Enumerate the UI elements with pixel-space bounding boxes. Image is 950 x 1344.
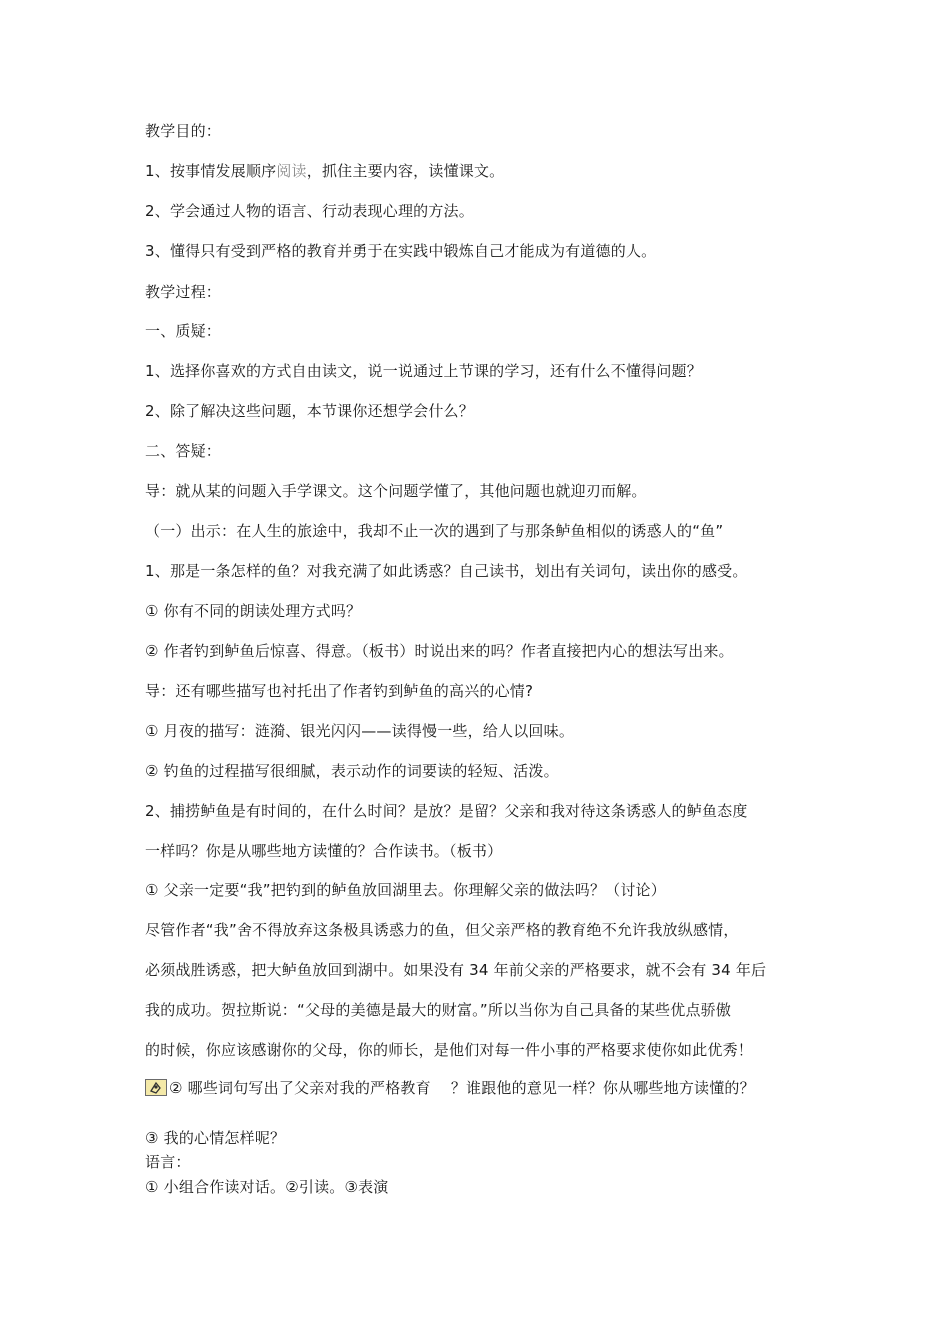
paragraph-line-4: 的时候，你应该感谢你的父母，你的师长，是他们对每一件小事的严格要求使你如此优秀！ [145,1041,754,1059]
item-2-line-2: 一样吗？你是从哪些地方读懂的？合作读书。（板书） [145,842,503,860]
sub-item-father: ① 父亲一定要“我”把钓到的鲈鱼放回湖里去。你理解父亲的做法吗？（讨论） [145,881,666,899]
embedded-object-icon[interactable] [145,1079,167,1096]
paragraph-line-2: 必须战胜诱惑，把大鲈鱼放回到湖中。如果没有 34 年前父亲的严格要求，就不会有 34 年后 [145,961,767,979]
activity-list: ① 小组合作读对话。②引读。③表演 [145,1178,389,1196]
section-answering: 二、答疑： [145,442,222,460]
goal-1 [145,161,504,181]
section-questioning: 一、质疑： [145,322,222,340]
paragraph-line-1: 尽管作者“我”舍不得放弃这条极具诱惑力的鱼，但父亲严格的教育绝不允许我放纵感情， [145,921,739,939]
item-1: 1、那是一条怎样的鱼？对我充满了如此诱惑？自己读书，划出有关词句，读出你的感受。 [145,562,748,580]
guide-1: 导：就从某的问题入手学课文。这个问题学懂了，其他问题也就迎刃而解。 [145,482,647,500]
sub-item-mood: ③ 我的心情怎样呢？ [145,1129,286,1147]
sub-item-fishing: ② 钓鱼的过程描写很细腻，表示动作的词要读的轻短、活泼。 [145,762,559,780]
heading-teaching-process: 教学过程： [145,283,222,301]
goal-1-link-reading: 阅读 [276,162,307,180]
strict-education-question: ？谁跟他的意见一样？你从哪些地方读懂的？ [450,1079,755,1097]
paragraph-line-3: 我的成功。贺拉斯说：“父母的美德是最大的财富。”所以当你为自己具备的某些优点骄傲 [145,1001,732,1019]
question-2: 2、除了解决这些问题，本节课你还想学会什么？ [145,402,474,420]
item-2-line-1: 2、捕捞鲈鱼是有时间的，在什么时间？是放？是留？父亲和我对待这条诱惑人的鲈鱼态度 [145,802,748,820]
sub-item-2: ② 作者钓到鲈鱼后惊喜、得意。（板书）时说出来的吗？作者直接把内心的想法写出来。 [145,642,734,660]
goal-1-end: ，抓住主要内容，读懂课文。 [306,162,505,180]
show-statement: （一）出示：在人生的旅途中，我却不止一次的遇到了与那条鲈鱼相似的诱惑人的“鱼” [145,522,724,540]
guide-2: 导：还有哪些描写也衬托出了作者钓到鲈鱼的高兴的心情? [145,682,534,700]
sub-item-moon: ① 月夜的描写：涟漪、银光闪闪——读得慢一些，给人以回味。 [145,722,575,740]
strict-education-text: ② 哪些词句写出了父亲对我的严格教育 [169,1079,431,1097]
goal-3: 3、懂得只有受到严格的教育并勇于在实践中锻炼自己才能成为有道德的人。 [145,242,657,260]
sub-item-strict-education [145,1078,755,1098]
heading-teaching-goals: 教学目的： [145,122,222,140]
goal-1-start: 1、按事情发展顺序 [145,162,277,180]
goal-2: 2、学会通过人物的语言、行动表现心理的方法。 [145,202,474,220]
question-1: 1、选择你喜欢的方式自由读文，说一说通过上节课的学习，还有什么不懂得问题？ [145,362,702,380]
sub-item-1: ① 你有不同的朗读处理方式吗？ [145,602,362,620]
label-language: 语言： [145,1153,191,1171]
